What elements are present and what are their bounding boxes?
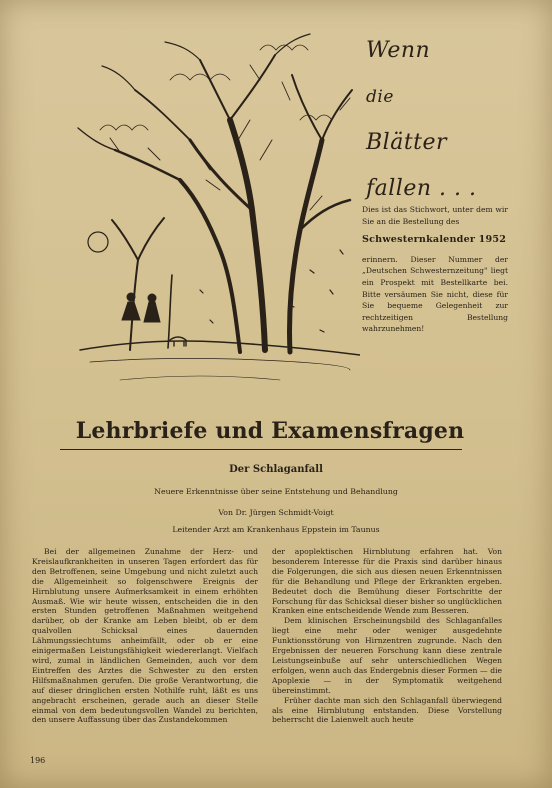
script-line-3: Blätter [366, 130, 448, 155]
notice-body: erinnern. Dieser Nummer der „Deutschen Schwesternzeitung" liegt ein Prospekt mit Bestellkarte bei. Bitte versäumen Sie nicht, diese für Sie bequeme Gelegenheit zur rechtzeitigen Bestellung wahrzunehmen! [362, 254, 508, 334]
script-line-1: Wenn [366, 38, 431, 63]
article-column-left [32, 547, 258, 725]
script-line-4: fallen . . . [366, 176, 477, 201]
right-paragraph-3: Früher dachte man sich den Schlaganfall überwiegend als eine Hirnblutung entstanden. Diese Vorstellung beherrscht die Laienwelt auch heute [272, 695, 502, 725]
article-teaser: Neuere Erkenntnisse über seine Entstehung und Behandlung [154, 487, 398, 496]
right-paragraph-2: Dem klinischen Erscheinungsbild des Schlaganfalles liegt eine mehr oder weniger ausgedehnte Funktionsstörung von Hirnzentren zugrunde. Nach den Ergebnissen der neueren Forschung kann diese zentrale Leistungseinbuße auf sehr unterschiedlichen Wegen erfolgen, wenn auch das Endergebnis dieser Formen — die Apoplexie — in der Symptomatik weitgehend übereinstimmt. [272, 616, 502, 695]
script-headline [366, 28, 536, 212]
right-paragraph-1: der apoplektischen Hirnblutung erfahren hat. Von besonderem Interesse für die Praxis sind darüber hinaus die Folgerungen, die sich aus diesen neuen Erkenntnissen für die Behandlung und Pflege der Erkrankten ergeben. Bedeutet doch die Bemühung dieser Fortschritte der Forschung für das Schicksal dieser bisher so unglücklichen Kranken eine entscheidende Wende zum Besseren. [272, 547, 502, 616]
notice-intro: Dies ist das Stichwort, unter dem wir Sie an die Bestellung des [362, 205, 508, 226]
notice-highlight: Schwesternkalender 1952 [362, 234, 507, 246]
script-line-2: die [366, 87, 394, 107]
article-column-right [272, 547, 502, 725]
article-subhead: Der Schlaganfall [229, 464, 323, 475]
title-rule [60, 449, 462, 450]
autumn-trees-illustration [60, 20, 360, 400]
author-affiliation: Leitender Arzt am Krankenhaus Eppstein im Taunus [172, 525, 380, 534]
calendar-notice [362, 204, 508, 335]
page-number: 196 [30, 756, 46, 765]
article-author: Von Dr. Jürgen Schmidt-Voigt [218, 508, 334, 517]
section-title: Lehrbriefe und Examensfragen [75, 418, 465, 444]
left-paragraph: Bei der allgemeinen Zunahme der Herz- und Kreislaufkrankheiten in unseren Tagen erfordert das für den Betroffenen, seine Umgebung und nicht zuletzt auch die Allgemeinheit so folgenschwere Ereignis der Hirnblutung unsere Aufmerksamkeit in einem erhöhten Ausmaß. Wie wir heute wissen, entscheiden die in den ersten Stunden getroffenen Maßnahmen weitgehend darüber, ob der Kranke am Leben bleibt, ob er dem qualvollen Schicksal eines dauernden Lähmungssiechtums anheimfällt, oder ob er eine einigermaßen Leistungsfähigkeit wiedererlangt. Vielfach wird, zumal in ländlichen Gemeinden, auch vor dem Eintreffen des Arztes die Schwester zu den ersten Hilfsmaßnahmen gerufen. Die große Verantwortung, die auf dieser dringlichen ersten Nothilfe ruht, läßt es uns angebracht erscheinen, gerade auch an dieser Stelle einmal von dem bedeutungsvollen Wandel zu berichten, den unsere Auffassung über das Zustandekommen [32, 547, 258, 725]
